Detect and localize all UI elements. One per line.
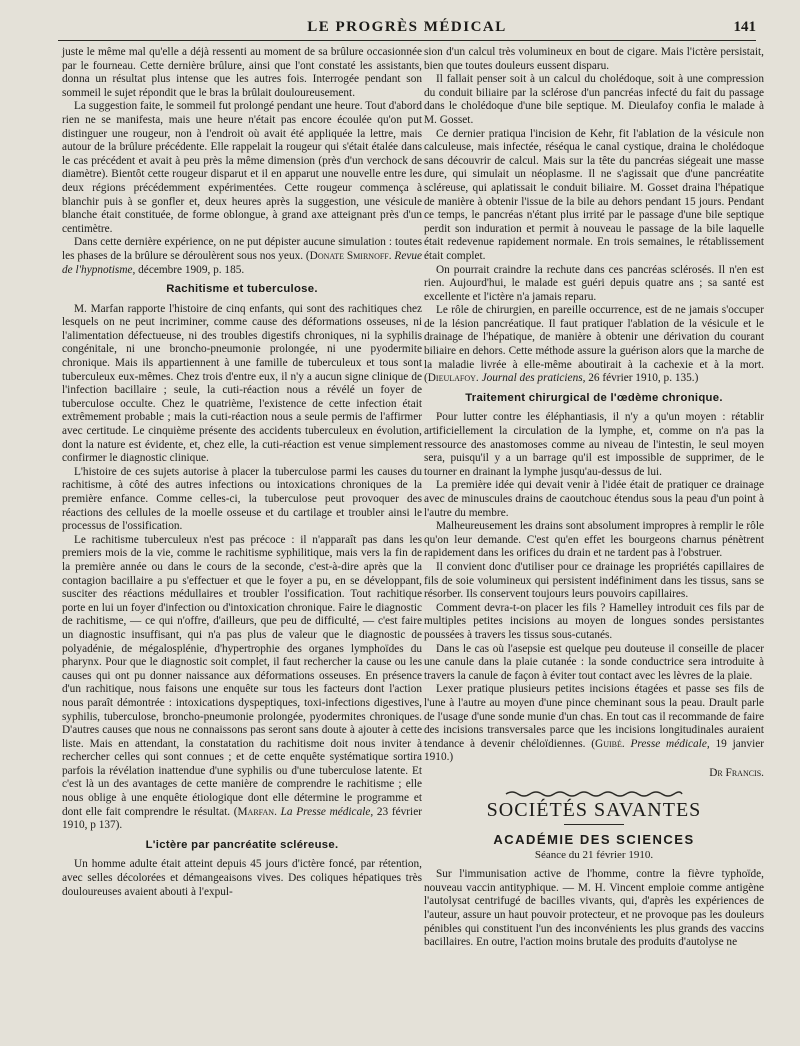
paragraph-text: Lexer pratique plusieurs petites incisions étagées et passe ses fils de l'une à l'autre au moyen d'une pince cheminant sous la peau. Drault parle de l'usage d'une sonde munie d'un chas. En tout cas il recommande de faire des incisions transversales parce que les incisions longitudinales auraient tendance à devenir chéloïdiennes. xyxy=(424,683,764,750)
paragraph: Il convient donc d'utiliser pour ce drainage les propriétés capillaires de fils de soie volumineux qui persistent indéfiniment dans les tissus, sans se résorber. Ils conservent toujours leurs pouvoirs capillaires. xyxy=(424,560,764,601)
signature-name: Francis. xyxy=(725,766,764,779)
paragraph: Pour lutter contre les éléphantiasis, il n'y a qu'un moyen : rétablir artificiellement la circulation de la lymphe, et, comme on n'a pas la ressource des anastomoses comme au niveau de l'intestin, le seul moyen sera, puisqu'il y a un barrage qu'il est impossible de supprimer, de le tourner en drainant la lymphe jusqu'au-dessus de lui. xyxy=(424,411,764,478)
citation-journal: Revue de l'hypnotisme, xyxy=(62,249,423,276)
citation-date: 26 février 1910, p. 135.) xyxy=(588,372,699,385)
article-heading-rachitisme: Rachitisme et tuberculose. xyxy=(166,283,318,296)
paragraph: On pourrait craindre la rechute dans ces pancréas sclérosés. Il n'en est rien. Aujourd'hui, le malade est guéri depuis quatre ans ; sa santé est excellente et l'ictère n'a jamais reparu. xyxy=(424,263,764,303)
citation-journal: La Presse médicale, xyxy=(280,805,374,818)
paragraph: M. Marfan rapporte l'histoire de cinq enfants, qui sont des rachitiques chez lesquels on ne peut incriminer, comme cause des déformations osseuses, ni l'alimentation défectueuse, ni des troubles digestifs chroniques, ni la syphilis congénitale, ni une broncho-pneumonie prolongée, ni une pyodermite chronique. Mais ils appartiennent à une famille de tuberculeux et tous sont tuberculeux eux-mêmes. Chez trois d'entre eux, il n'y a aucun signe clinique de l'infection bacillaire ; seule, la cuti-réaction nous a révélé un foyer de tuberculose occulte. Chez le quatrième, l'existence de cette infection était extrêmement probable ; mais la cuti-réaction nous a seule permis de l'affirmer avec certitude. Le cinquième présente des accidents tuberculeux en évolution, dont la nature est évidente, et, chez elle, la cuti-réaction est venue simplement confirmer le diagnostic clinique. xyxy=(62,302,422,465)
paragraph: sion d'un calcul très volumineux en bout de cigare. Mais l'ictère persistait, bien que toutes douleurs eussent disparu. xyxy=(424,46,764,72)
paragraph: juste le même mal qu'elle a déjà ressenti au moment de sa brûlure occasionnée par le fourneau. Cette dernière brûlure, ainsi que l'ont constaté les assistants, donna un résultat plus intense que les autres fois. Interrogée pendant son sommeil le sujet répondit que le bras la brûlait douloureusement. xyxy=(62,46,422,99)
citation-journal: Presse médicale, xyxy=(630,737,710,750)
ornamental-divider xyxy=(504,790,684,798)
paragraph: Dans le cas où l'asepsie est quelque peu douteuse il conseille de placer une canule dans la plaie cutanée : la sonde conductrice sera introduite à travers la canule de façon à éviter tout contact avec les lèvres de la plaie. xyxy=(424,642,764,682)
paragraph: L'histoire de ces sujets autorise à placer la tuberculose parmi les causes du rachitisme, à côté des autres infections ou intoxications chroniques de la première enfance. Comme celles-ci, la tuberculose peut provoquer des réactions des cellules de la moelle osseuse et du cartilage et troubler ainsi le processus de l'ossification. xyxy=(62,465,422,533)
paragraph-text: Le rachitisme tuberculeux n'est pas précoce : il n'apparaît pas dans les premiers mois de la vie, comme le rachitisme syphilitique, mais vers la fin de la première année ou dans le cours de la seconde, c'est-à-dire après que la contagion bacillaire a pu s'effectuer et que le foyer a pu, en se développant, susciter des réactions médullaires et troubler l'ossification. Tout rachitique porte en lui un foyer d'infection ou d'intoxication chronique. Faire le diagnostic de rachitisme, — ce qui n'offre, d'ailleurs, que peu de difficulté, — c'est faire un diagnostic insuffisant, qui n'a pas plus de valeur que le diagnostic de polyadénie, de mégalosplénie, d'hypertrophie des organes lymphoïdes du pharynx. Pour que le diagnostic soit complet, il faut rechercher la cause ou les causes qui ont pu donner naissance aux déformations osseuses. En présence d'un rachitique, nous faisons une enquête sur tous les facteurs dont l'action nous paraît démontrée : intoxications dyspeptiques, toxi-infections digestives, syphilis, tuberculose, broncho-pneumonie prolongée, pyodermites chroniques. D'autres causes que nous ne connaissons pas seront sans doute à ajouter à cette liste. Mais en attendant, la constatation du rachitisme doit nous inviter à rechercher celles qui sont connues ; et de cette enquête systématique sortira parfois la révélation inattendue d'une syphilis ou d'une tuberculose latente. Et c'est là un des avantages de cette manière de comprendre le rachitisme ; elle nous oblige à une enquête étiologique dont elle détermine le programme et dont elle fait comprendre le résultat. xyxy=(62,533,422,818)
left-column xyxy=(62,46,422,899)
article-heading-ictere: L'ictère par pancréatite scléreuse. xyxy=(145,838,339,851)
paragraph: Ce dernier pratiqua l'incision de Kehr, fit l'ablation de la vésicule non calculeuse, mais infectée, réséqua le canal cystique, draina le cholédoque sans découvrir de calcul. Mais sur la tête du pancréas siégeait une masse dure, qui simulait un néoplasme. Il ne s'agissait que d'une pancréatite scléreuse, qui aplatissait le conduit biliaire. M. Gosset draina l'hépatique de manière à obtenir l'issue de la bile au dehors pendant 15 jours. Pendant ce temps, le pancréas n'étant plus irrité par le passage d'une bile septique perdit son induration et permit à nouveau le passage de la bile laquelle était redevenue rapidement normale. En trois semaines, le rétablissement était complet. xyxy=(424,127,764,262)
section-rule xyxy=(564,824,624,825)
section-title: SOCIÉTÉS SAVANTES xyxy=(486,799,702,822)
paragraph-text: Dans cette dernière expérience, on ne put dépister aucune simulation : toutes les phases de la brûlure se déroulèrent sous nos yeux. xyxy=(62,236,422,262)
citation-date: décembre 1909, p. 185. xyxy=(138,263,245,276)
paragraph: La suggestion faite, le sommeil fut prolongé pendant une heure. Tout d'abord rien ne se manifesta, mais une heure n'était pas encore écoulée qu'on put distinguer une rougeur, non à l'endroit où avait été appliquée la lettre, mais autour de la brûlure précédente. Elle rappelait la rougeur qui s'était étalée dans le cas précédent et avait à peu près la même dimension (près d'un verchock de diamètre). Bientôt cette rougeur disparut et il en apparut une nouvelle entre les deux régions précédemment expérimentées. Cette rougeur commença à blanchir puis à se gonfler et, deux heures après la suggestion, une vésicule blanche était constituée, de forme oblongue, à grand axe atteignant près d'un centimètre. xyxy=(62,100,422,235)
citation-date: 19 janvier 1910.) xyxy=(424,737,764,764)
academy-heading: ACADÉMIE DES SCIENCES xyxy=(493,832,695,848)
journal-title: LE PROGRÈS MÉDICAL xyxy=(307,19,507,35)
paragraph: La première idée qui devait venir à l'idée était de pratiquer ce drainage avec de minuscules drains de caoutchouc étendus sous la peau d'un point à l'autre du membre. xyxy=(424,479,764,519)
author-signature xyxy=(424,767,764,781)
citation-author: (Guibé. xyxy=(591,737,625,750)
paragraph xyxy=(62,236,422,277)
citation-author: (Donate Smirnoff. xyxy=(305,249,392,262)
paragraph xyxy=(424,304,764,386)
paragraph: Sur l'immunisation active de l'homme, contre la fièvre typhoïde, nouveau vaccin antityphique. — M. H. Vincent emploie comme antigène l'autolysat centrifugé de bacilles vivants, qui, d'après les expériences de l'auteur, assure un haut pouvoir protecteur, et ne provoque pas les douleurs pénibles qui constituent l'un des inconvénients les plus grands des vaccins bacillaires. En outre, l'action moins brutale des produits d'autolyse ne xyxy=(424,868,764,949)
session-date: Séance du 21 février 1910. xyxy=(534,848,654,861)
paragraph: Comment devra-t-on placer les fils ? Hamelley introduit ces fils par de multiples petites incisions au moyen de longues sondes persistantes poussées à travers les tissus sous-cutanés. xyxy=(424,601,764,641)
page-number: 141 xyxy=(733,19,756,35)
paragraph: Il fallait penser soit à un calcul du cholédoque, soit à une compression du conduit biliaire par la sclérose d'un pancréas infecté du fait du passage dans le cholédoque d'une bile septique. M. Dieulafoy confia le malade à M. Gosset. xyxy=(424,73,764,126)
page-header xyxy=(58,18,756,41)
paragraph: Un homme adulte était atteint depuis 45 jours d'ictère foncé, par rétention, avec selles décolorées et démangeaisons vives. Des coliques hépatiques très douloureuses avaient abouti à l'expul- xyxy=(62,858,422,898)
signature-prefix: Dr xyxy=(709,766,723,779)
paragraph xyxy=(424,683,764,765)
paragraph-text: Le rôle de chirurgien, en pareille occurrence, est de ne jamais s'occuper de la lésion pancréatique. Il faut pratiquer l'ablation de la vésicule et le drainage de l'hépatique, de manière à obtenir une dérivation du courant biliaire en dehors. Cette méthode assure la guérison alors que la marche de la maladie livrée à elle-même aboutirait à la cachexie et à la mort. xyxy=(424,304,764,371)
paragraph: Malheureusement les drains sont absolument impropres à remplir le rôle qu'on leur demande. C'est qu'en effet les bourgeons charnus pénètrent rapidement dans les orifices du drain et ne tardent pas à l'obstruer. xyxy=(424,520,764,560)
citation-journal: Journal des praticiens, xyxy=(481,372,586,385)
citation-author: (Dieulafoy. xyxy=(424,372,479,385)
paragraph xyxy=(62,534,422,833)
citation-date: 23 février 1910, p 137). xyxy=(62,805,422,832)
right-column xyxy=(424,46,764,950)
citation-author: (Marfan. xyxy=(233,805,277,818)
article-heading-oedeme: Traitement chirurgical de l'œdème chronique. xyxy=(465,391,723,404)
